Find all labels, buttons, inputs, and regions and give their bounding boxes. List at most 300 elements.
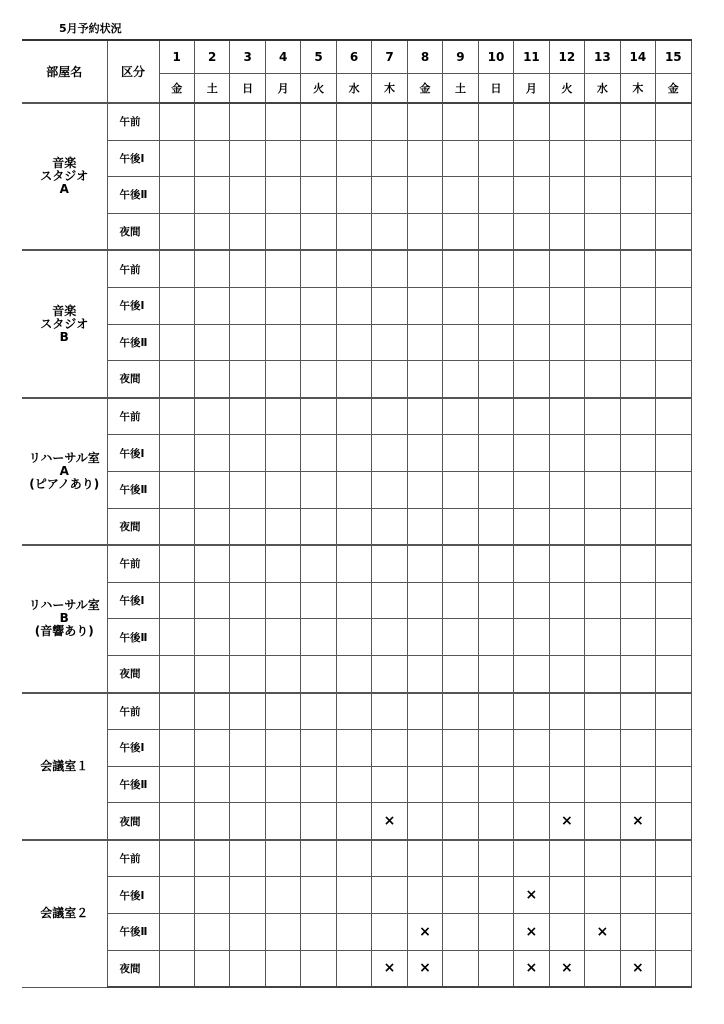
reservation-cell: [585, 213, 620, 250]
reservation-cell: [514, 287, 549, 324]
reservation-cell: [301, 140, 336, 177]
reservation-cell: [159, 545, 194, 582]
reservation-cell: [301, 582, 336, 619]
reservation-cell: [301, 250, 336, 287]
reservation-cell: [336, 766, 371, 803]
reservation-cell: [585, 140, 620, 177]
reservation-cell: [230, 619, 265, 656]
reservation-cell: [656, 324, 691, 361]
weekday-header: 金: [159, 74, 194, 104]
room-column-header: 部屋名: [22, 40, 107, 103]
reservation-cell: [301, 877, 336, 914]
reservation-cell: [265, 213, 300, 250]
room-name: [22, 103, 107, 250]
reservation-cell: [407, 471, 442, 508]
reservation-cell: [514, 508, 549, 545]
reservation-cell: [372, 655, 407, 692]
page-title: 5月予約状況: [59, 22, 122, 35]
reservation-cell: [159, 914, 194, 951]
reservation-cell: ×: [514, 877, 549, 914]
reservation-cell: [230, 361, 265, 398]
reservation-cell: [656, 655, 691, 692]
period-label: 午前: [107, 545, 159, 582]
reservation-cell: [407, 803, 442, 840]
date-header: 7: [372, 40, 407, 74]
reservation-cell: [549, 361, 584, 398]
reservation-cell: [549, 914, 584, 951]
reservation-cell: [443, 471, 478, 508]
reservation-cell: [301, 398, 336, 435]
reservation-cell: [265, 693, 300, 730]
reservation-cell: [478, 803, 513, 840]
reservation-cell: [372, 582, 407, 619]
reservation-cell: [372, 877, 407, 914]
reservation-cell: [407, 766, 442, 803]
reservation-cell: [194, 140, 229, 177]
table-row: [22, 213, 691, 250]
reservation-cell: [514, 103, 549, 140]
reservation-cell: [514, 177, 549, 214]
table-row: [22, 398, 691, 435]
reservation-cell: [656, 766, 691, 803]
reservation-cell: [372, 250, 407, 287]
reservation-cell: [549, 766, 584, 803]
reservation-cell: [159, 398, 194, 435]
reservation-cell: [585, 619, 620, 656]
reservation-cell: [478, 619, 513, 656]
reservation-cell: [159, 471, 194, 508]
date-header: 5: [301, 40, 336, 74]
reservation-cell: [407, 545, 442, 582]
reservation-cell: [407, 655, 442, 692]
reservation-cell: [443, 287, 478, 324]
period-label: 午前: [107, 103, 159, 140]
reservation-cell: [443, 730, 478, 767]
reservation-cell: [585, 582, 620, 619]
reservation-cell: ×: [514, 914, 549, 951]
reservation-cell: [230, 250, 265, 287]
table-row: [22, 545, 691, 582]
reservation-cell: [159, 730, 194, 767]
reservation-cell: [443, 693, 478, 730]
table-row: [22, 840, 691, 877]
reservation-cell: [407, 840, 442, 877]
reservation-cell: [230, 693, 265, 730]
reservation-cell: [265, 582, 300, 619]
reservation-cell: [372, 177, 407, 214]
reservation-cell: [656, 287, 691, 324]
reservation-cell: [656, 803, 691, 840]
reservation-cell: [372, 545, 407, 582]
reservation-cell: [194, 471, 229, 508]
weekday-header: 火: [301, 74, 336, 104]
reservation-cell: [443, 398, 478, 435]
date-header: 12: [549, 40, 584, 74]
reservation-cell: [372, 730, 407, 767]
reservation-cell: [656, 213, 691, 250]
reservation-cell: [514, 435, 549, 472]
table-row: [22, 140, 691, 177]
reservation-cell: [372, 471, 407, 508]
reservation-cell: [265, 803, 300, 840]
reservation-cell: [478, 545, 513, 582]
reservation-cell: [230, 914, 265, 951]
weekday-header: 日: [230, 74, 265, 104]
reservation-cell: [549, 508, 584, 545]
reservation-cell: [372, 914, 407, 951]
reservation-cell: [585, 840, 620, 877]
reservation-cell: [230, 840, 265, 877]
reservation-cell: [478, 877, 513, 914]
reservation-cell: [336, 803, 371, 840]
reservation-cell: [407, 287, 442, 324]
reservation-cell: [620, 840, 655, 877]
period-label: 夜間: [107, 950, 159, 987]
reservation-cell: [194, 103, 229, 140]
reservation-cell: [443, 435, 478, 472]
period-label: 午後Ⅱ: [107, 766, 159, 803]
reservation-cell: [620, 545, 655, 582]
date-header: 11: [514, 40, 549, 74]
reservation-cell: [407, 177, 442, 214]
table-row: [22, 508, 691, 545]
reservation-cell: [620, 140, 655, 177]
reservation-cell: [656, 435, 691, 472]
reservation-cell: [407, 693, 442, 730]
period-label: 午後Ⅱ: [107, 914, 159, 951]
reservation-cell: [265, 140, 300, 177]
reservation-cell: [372, 508, 407, 545]
reservation-cell: [194, 582, 229, 619]
reservation-cell: [265, 950, 300, 987]
table-row: [22, 287, 691, 324]
reservation-cell: ×: [407, 914, 442, 951]
reservation-cell: [230, 803, 265, 840]
reservation-cell: [336, 213, 371, 250]
reservation-cell: [514, 140, 549, 177]
reservation-cell: [656, 177, 691, 214]
reservation-cell: [478, 287, 513, 324]
reservation-cell: [656, 103, 691, 140]
reservation-cell: [265, 361, 300, 398]
reservation-cell: [514, 766, 549, 803]
reservation-cell: [585, 471, 620, 508]
reservation-cell: [159, 508, 194, 545]
reservation-cell: [585, 435, 620, 472]
reservation-cell: [585, 766, 620, 803]
weekday-header: 月: [514, 74, 549, 104]
room-name-line: B: [59, 329, 69, 344]
room-name-line: スタジオ: [40, 316, 89, 331]
reservation-cell: [301, 693, 336, 730]
reservation-cell: [159, 324, 194, 361]
reservation-cell: [620, 287, 655, 324]
reservation-cell: [194, 950, 229, 987]
reservation-cell: [407, 213, 442, 250]
reservation-cell: [620, 213, 655, 250]
reservation-cell: [301, 435, 336, 472]
reservation-cell: [159, 213, 194, 250]
room-name: [22, 840, 107, 987]
reservation-cell: [159, 655, 194, 692]
reservation-cell: [301, 803, 336, 840]
date-header: 1: [159, 40, 194, 74]
reservation-cell: [549, 840, 584, 877]
reservation-cell: [265, 287, 300, 324]
reservation-cell: [336, 324, 371, 361]
table-row: [22, 619, 691, 656]
room-name-line: 会議室１: [40, 758, 89, 773]
reservation-cell: [194, 508, 229, 545]
reservation-cell: [301, 324, 336, 361]
reservation-cell: [407, 877, 442, 914]
reservation-cell: [656, 398, 691, 435]
period-label: 夜間: [107, 361, 159, 398]
weekday-header: 金: [656, 74, 691, 104]
room-name-line: リハーサル室: [28, 598, 100, 613]
reservation-cell: [372, 693, 407, 730]
period-label: 午後Ⅰ: [107, 435, 159, 472]
reservation-cell: [620, 435, 655, 472]
reservation-cell: [159, 177, 194, 214]
reservation-cell: [620, 324, 655, 361]
reservation-cell: [585, 655, 620, 692]
reservation-cell: [656, 619, 691, 656]
reservation-cell: [549, 177, 584, 214]
reservation-cell: [336, 840, 371, 877]
reservation-cell: [407, 103, 442, 140]
reservation-cell: [478, 508, 513, 545]
reservation-cell: [194, 914, 229, 951]
reservation-cell: [336, 177, 371, 214]
reservation-cell: ×: [585, 914, 620, 951]
period-label: 午後Ⅰ: [107, 287, 159, 324]
reservation-cell: [372, 324, 407, 361]
reservation-cell: [372, 140, 407, 177]
reservation-cell: [585, 250, 620, 287]
reservation-cell: [407, 435, 442, 472]
room-name: [22, 693, 107, 840]
reservation-cell: [478, 914, 513, 951]
reservation-cell: [301, 103, 336, 140]
reservation-cell: [301, 287, 336, 324]
table-row: [22, 950, 691, 987]
reservation-cell: [549, 140, 584, 177]
period-label: 午後Ⅱ: [107, 177, 159, 214]
room-name-line: スタジオ: [40, 169, 89, 184]
room-name-line: B: [59, 611, 69, 626]
period-label: 午後Ⅰ: [107, 582, 159, 619]
date-header: 14: [620, 40, 655, 74]
reservation-cell: [407, 398, 442, 435]
reservation-cell: [585, 545, 620, 582]
reservation-cell: [301, 730, 336, 767]
reservation-cell: [230, 582, 265, 619]
reservation-cell: [336, 914, 371, 951]
reservation-cell: [620, 619, 655, 656]
reservation-cell: [230, 103, 265, 140]
table-row: [22, 582, 691, 619]
weekday-header: 木: [620, 74, 655, 104]
reservation-cell: [336, 693, 371, 730]
reservation-cell: [230, 177, 265, 214]
reservation-cell: [620, 361, 655, 398]
table-row: [22, 693, 691, 730]
room-name-line: 音楽: [52, 156, 77, 171]
reservation-cell: [336, 877, 371, 914]
reservation-cell: [407, 619, 442, 656]
weekday-header: 木: [372, 74, 407, 104]
reservation-cell: [585, 287, 620, 324]
reservation-cell: [443, 140, 478, 177]
reservation-cell: [478, 103, 513, 140]
date-header: 8: [407, 40, 442, 74]
reservation-cell: [620, 398, 655, 435]
reservation-cell: [549, 655, 584, 692]
reservation-cell: [372, 103, 407, 140]
reservation-cell: [194, 213, 229, 250]
reservation-cell: [230, 213, 265, 250]
period-label: 午後Ⅰ: [107, 140, 159, 177]
reservation-cell: [443, 950, 478, 987]
reservation-cell: [336, 545, 371, 582]
reservation-cell: ×: [514, 950, 549, 987]
weekday-header: 水: [585, 74, 620, 104]
reservation-cell: [514, 730, 549, 767]
reservation-cell: [372, 766, 407, 803]
reservation-cell: [656, 840, 691, 877]
reservation-cell: [549, 730, 584, 767]
date-header: 13: [585, 40, 620, 74]
reservation-cell: [230, 435, 265, 472]
reservation-cell: [620, 582, 655, 619]
table-row: [22, 766, 691, 803]
reservation-cell: [478, 840, 513, 877]
header-row-dates: [22, 40, 691, 74]
reservation-cell: [656, 250, 691, 287]
reservation-cell: [194, 435, 229, 472]
reservation-cell: ×: [620, 803, 655, 840]
date-header: 10: [478, 40, 513, 74]
reservation-cell: [265, 766, 300, 803]
reservation-cell: [585, 398, 620, 435]
reservation-cell: [265, 398, 300, 435]
period-label: 夜間: [107, 213, 159, 250]
weekday-header: 月: [265, 74, 300, 104]
reservation-cell: [585, 693, 620, 730]
reservation-cell: [230, 545, 265, 582]
reservation-cell: [336, 655, 371, 692]
period-label: 夜間: [107, 803, 159, 840]
reservation-cell: [514, 250, 549, 287]
reservation-cell: [265, 619, 300, 656]
reservation-cell: [265, 730, 300, 767]
reservation-cell: [301, 655, 336, 692]
reservation-cell: [656, 361, 691, 398]
reservation-cell: [514, 545, 549, 582]
reservation-cell: [230, 508, 265, 545]
reservation-cell: [549, 619, 584, 656]
reservation-cell: [265, 435, 300, 472]
reservation-cell: [265, 250, 300, 287]
reservation-cell: [620, 693, 655, 730]
reservation-cell: [514, 840, 549, 877]
reservation-cell: [443, 508, 478, 545]
reservation-cell: ×: [372, 950, 407, 987]
reservation-cell: [301, 766, 336, 803]
reservation-cell: [549, 287, 584, 324]
reservation-cell: [230, 950, 265, 987]
reservation-cell: [265, 471, 300, 508]
date-header: 15: [656, 40, 691, 74]
reservation-cell: [230, 287, 265, 324]
weekday-header: 火: [549, 74, 584, 104]
reservation-cell: [478, 177, 513, 214]
table-row: [22, 435, 691, 472]
reservation-cell: [194, 693, 229, 730]
reservation-cell: [585, 950, 620, 987]
reservation-cell: [443, 803, 478, 840]
reservation-cell: [194, 398, 229, 435]
period-label: 午前: [107, 840, 159, 877]
reservation-cell: [514, 398, 549, 435]
reservation-cell: [159, 619, 194, 656]
reservation-cell: [230, 140, 265, 177]
reservation-cell: [159, 840, 194, 877]
reservation-cell: [194, 619, 229, 656]
reservation-cell: [656, 545, 691, 582]
reservation-cell: [549, 693, 584, 730]
reservation-cell: [336, 250, 371, 287]
reservation-cell: [230, 324, 265, 361]
reservation-cell: [549, 324, 584, 361]
room-name: [22, 398, 107, 545]
reservation-cell: [407, 324, 442, 361]
reservation-cell: ×: [620, 950, 655, 987]
reservation-cell: [230, 766, 265, 803]
reservation-cell: [443, 914, 478, 951]
period-label: 午前: [107, 250, 159, 287]
reservation-cell: [443, 840, 478, 877]
reservation-cell: [585, 177, 620, 214]
weekday-header: 土: [194, 74, 229, 104]
reservation-cell: ×: [549, 950, 584, 987]
table-row: [22, 877, 691, 914]
reservation-cell: [656, 914, 691, 951]
date-header: 4: [265, 40, 300, 74]
reservation-cell: [443, 177, 478, 214]
reservation-cell: [478, 213, 513, 250]
period-label: 夜間: [107, 655, 159, 692]
reservation-cell: [159, 250, 194, 287]
reservation-cell: [159, 950, 194, 987]
reservation-cell: [336, 140, 371, 177]
reservation-table: [22, 39, 692, 988]
reservation-cell: [336, 950, 371, 987]
reservation-cell: [443, 766, 478, 803]
reservation-cell: [514, 655, 549, 692]
reservation-cell: [336, 398, 371, 435]
reservation-cell: [265, 877, 300, 914]
reservation-cell: [656, 140, 691, 177]
reservation-cell: [265, 103, 300, 140]
reservation-cell: [336, 582, 371, 619]
reservation-cell: [159, 103, 194, 140]
reservation-cell: [230, 398, 265, 435]
reservation-cell: [336, 508, 371, 545]
reservation-cell: [372, 361, 407, 398]
reservation-cell: [301, 508, 336, 545]
